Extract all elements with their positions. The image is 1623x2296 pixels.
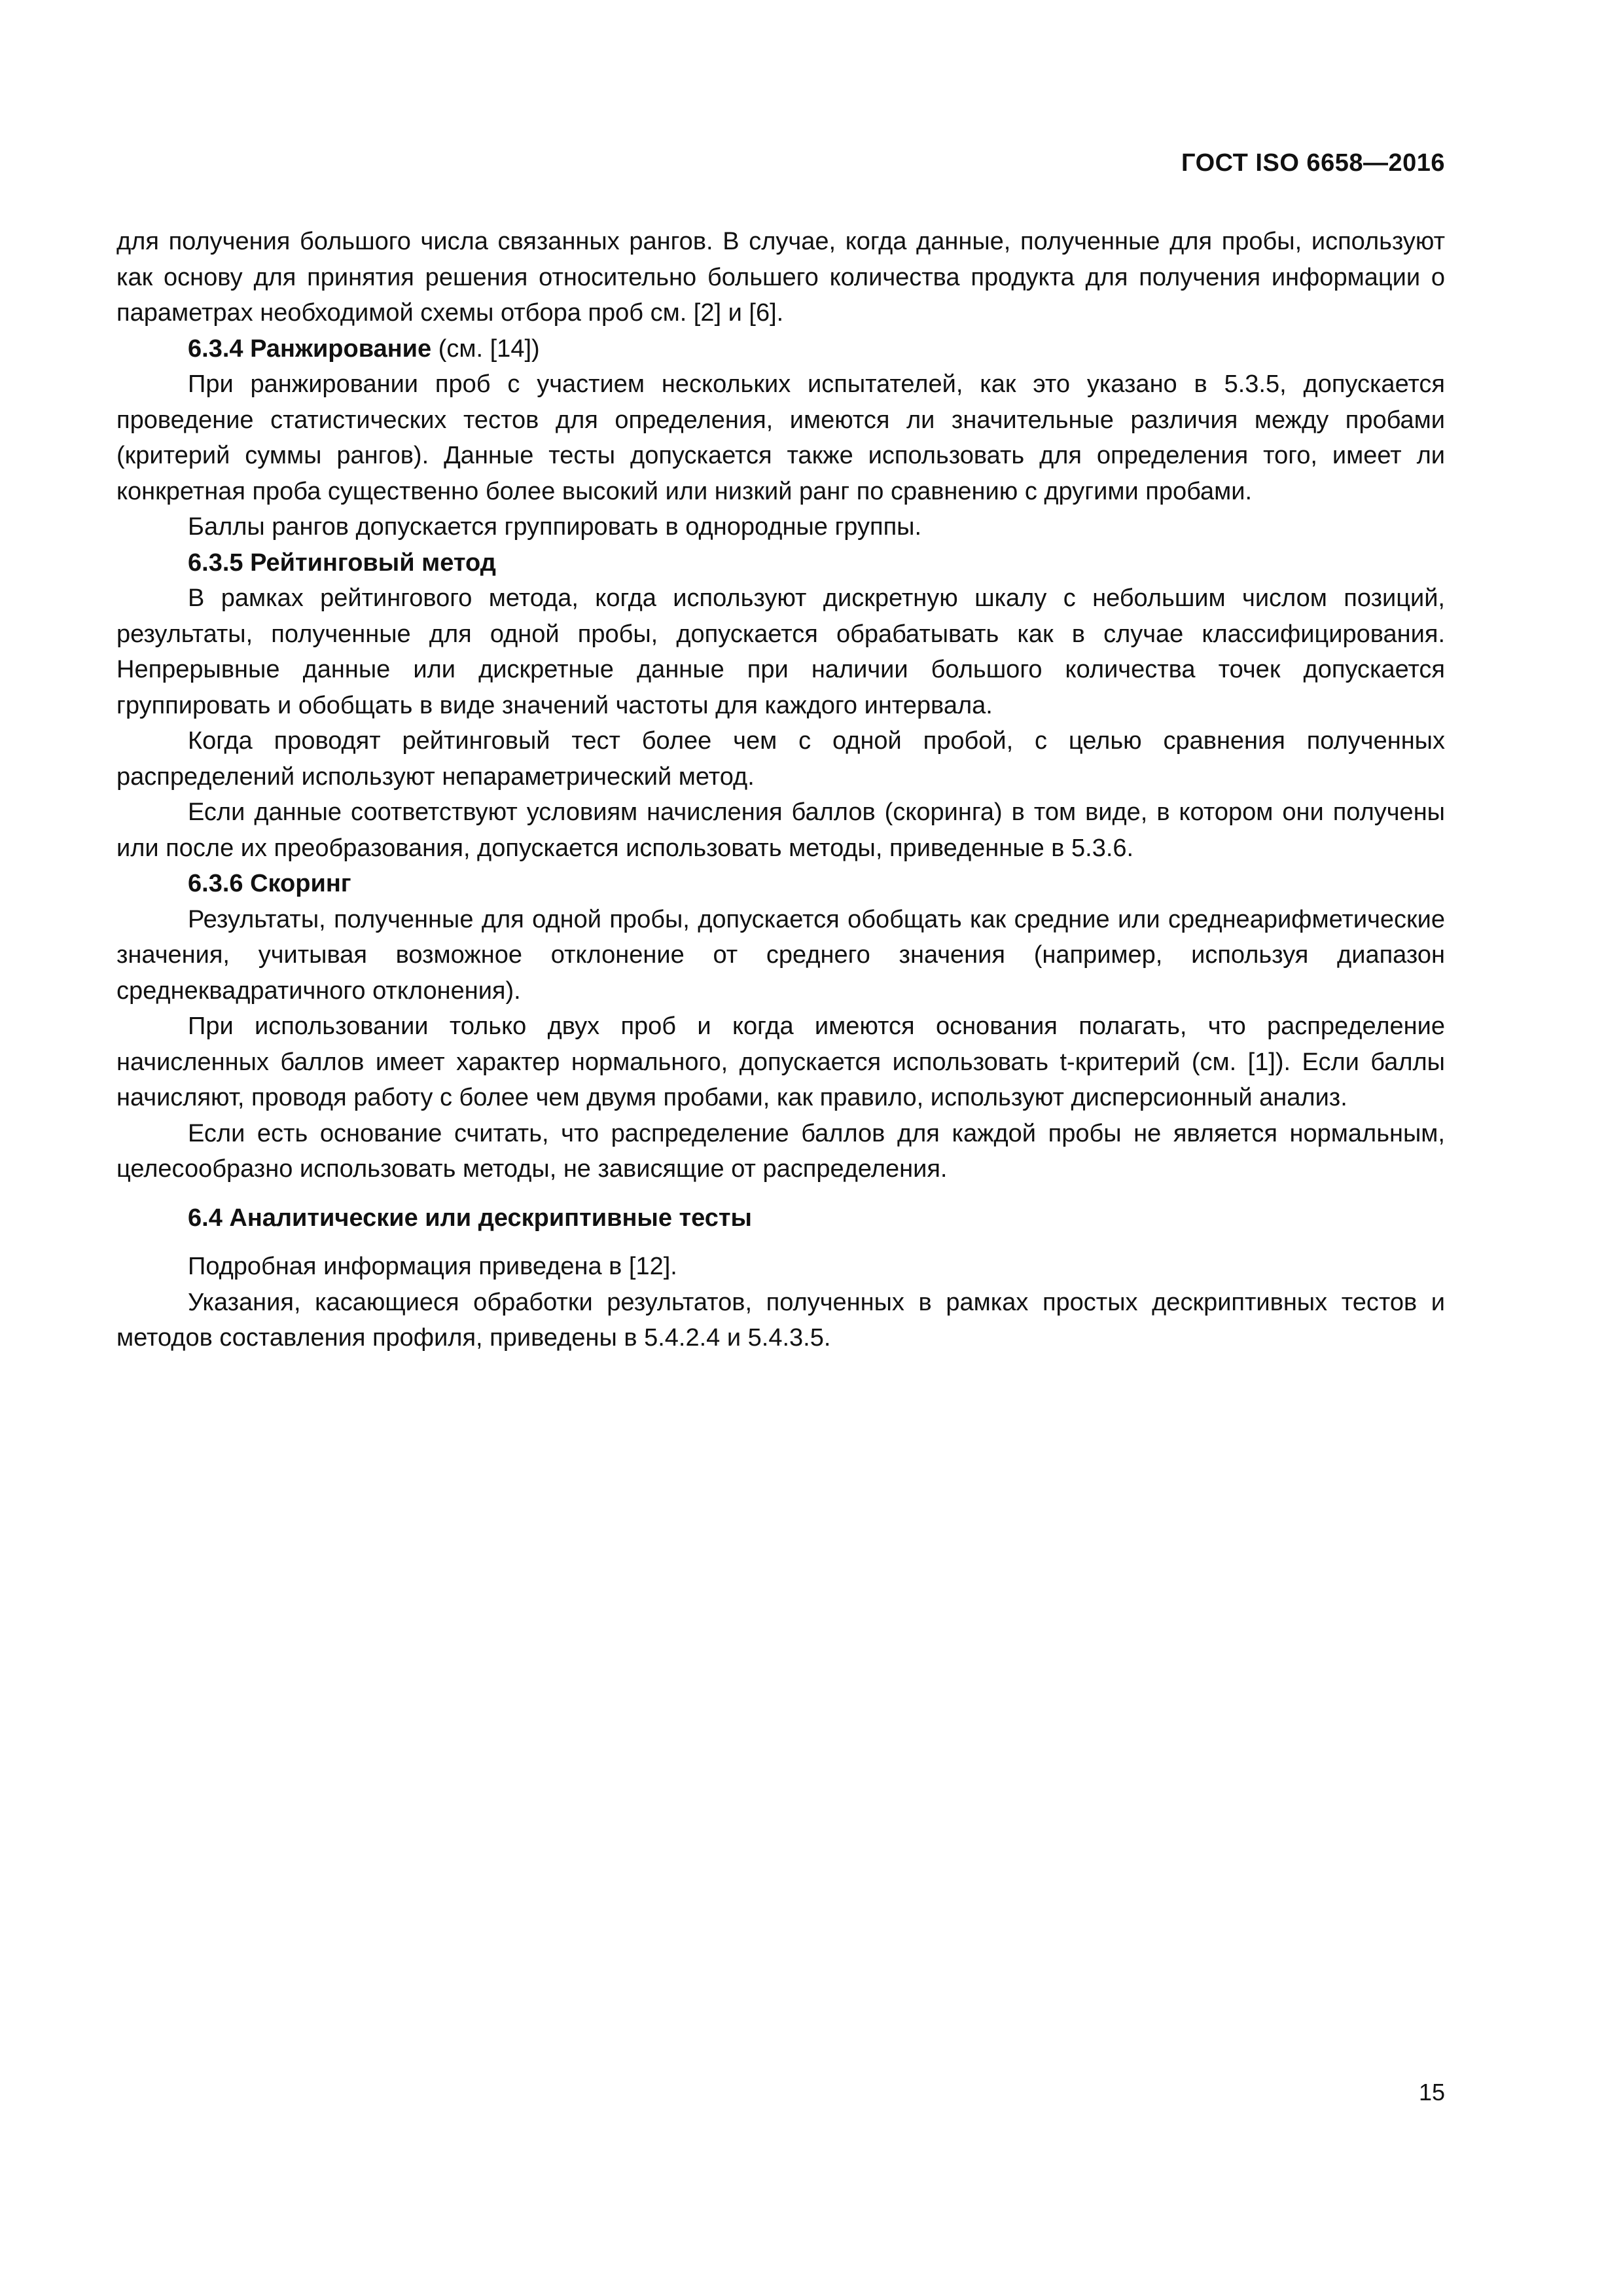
paragraph-6-4-2: Указания, касающиеся обработки результатов, полученных в рамках простых дескриптивных тестов и методов составления профиля, приведены в 5.4.2.4 и 5.4.3.5. xyxy=(116,1288,1445,1352)
heading-6-3-5-title: 6.3.5 Рейтинговый метод xyxy=(188,548,496,577)
paragraph-6-3-4-1: При ранжировании проб с участием нескольких испытателей, как это указано в 5.3.5, допускается проведение статистических тестов для определения, имеются ли значительные различия между пробами (критерий суммы рангов). Данные тесты допускается также использовать для определения того, имеет ли конкретная проба существенно более высокий или низкий ранг по сравнению с другими пробами. xyxy=(116,370,1445,505)
paragraph-6-4-1: Подробная информация приведена в [12]. xyxy=(188,1253,677,1280)
paragraph-6-3-5-1: В рамках рейтингового метода, когда используют дискретную шкалу с небольшим числом позиций, результаты, полученные для одной пробы, допускается обрабатывать как в случае классифицирования. Непрерывные данные или дискретные данные при наличии большого количества точек допускается группировать и обобщать в виде значений частоты для каждого интервала. xyxy=(116,584,1445,719)
heading-6-3-4-reference: (см. [14]) xyxy=(431,334,540,363)
paragraph-6-3-4-2: Баллы рангов допускается группировать в однородные группы. xyxy=(188,513,922,541)
paragraph-6-3-6-3: Если есть основание считать, что распределение баллов для каждой пробы не является нормальным, целесообразно использовать методы, не зависящие от распределения. xyxy=(116,1119,1445,1183)
paragraph-6-3-5-3: Если данные соответствуют условиям начисления баллов (скоринга) в том виде, в котором они получены или после их преобразования, допускается использовать методы, приведенные в 5.3.6. xyxy=(116,798,1445,862)
heading-6-3-4 xyxy=(116,331,1445,367)
paragraph-6-3-6-1: Результаты, полученные для одной пробы, допускается обобщать как средние или среднеарифметические значения, учитывая возможное отклонение от среднего значения (например, используя диапазон среднеквадратичного отклонения). xyxy=(116,905,1445,1005)
heading-6-3-5 xyxy=(116,545,1445,581)
heading-6-4: 6.4 Аналитические или дескриптивные тесты xyxy=(188,1204,752,1232)
paragraph-6-3-6-2: При использовании только двух проб и когда имеются основания полагать, что распределение начисленных баллов имеет характер нормального, допускается использовать t-критерий (см. [1]). Если баллы начисляют, проводя работу с более чем двумя пробами, как правило, используют дисперсионный анализ. xyxy=(116,1013,1445,1111)
paragraph-6-3-5-2: Когда проводят рейтинговый тест более чем с одной пробой, с целью сравнения полученных распределений используют непараметрический метод. xyxy=(116,727,1445,791)
heading-6-3-6 xyxy=(116,866,1445,902)
heading-6-3-6-title: 6.3.6 Скоринг xyxy=(188,870,351,897)
paragraph-continuation: для получения большого числа связанных рангов. В случае, когда данные, полученные для пробы, используют как основу для принятия решения относительно большего количества продукта для получения информации о параметрах необходимой схемы отбора проб см. [2] и [6]. xyxy=(116,228,1445,327)
heading-6-3-4-title: 6.3.4 Ранжирование xyxy=(188,334,432,363)
document-body xyxy=(116,224,1445,1356)
page-number: 15 xyxy=(1418,2079,1445,2106)
document-header: ГОСТ ISO 6658—2016 xyxy=(1181,149,1445,177)
